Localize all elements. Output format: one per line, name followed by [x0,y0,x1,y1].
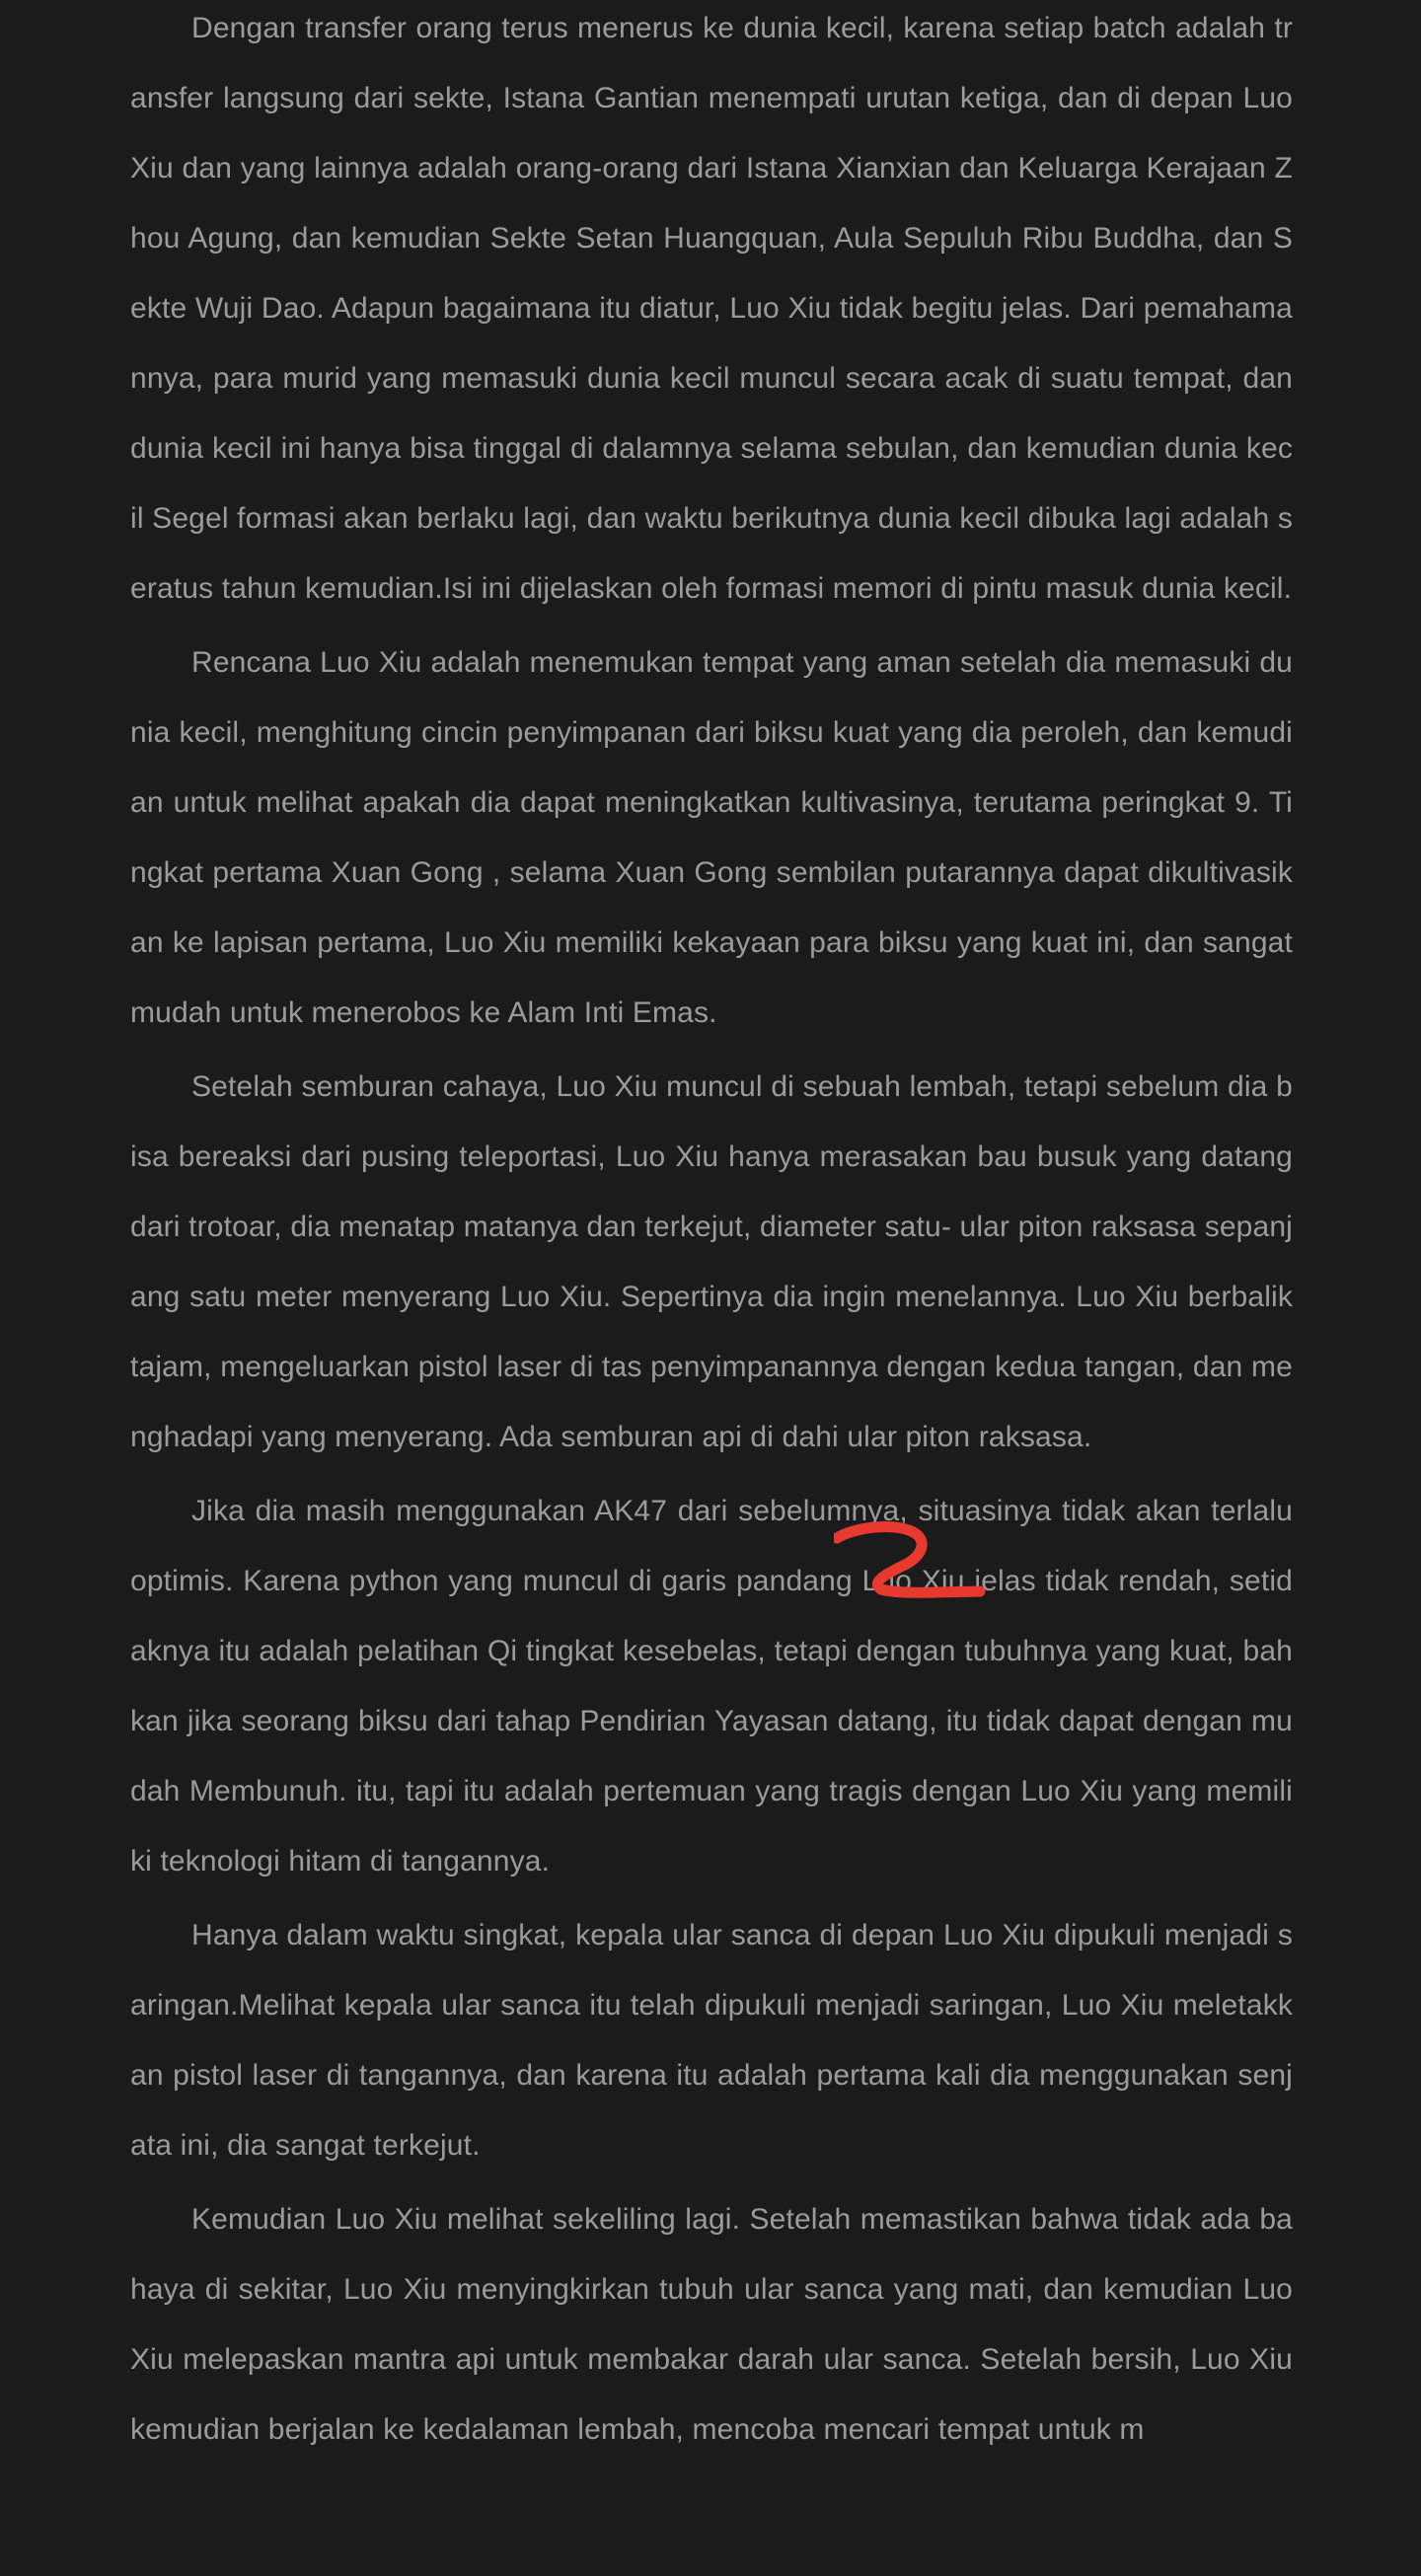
paragraph: Rencana Luo Xiu adalah menemukan tempat yang aman setelah dia memasuki dunia kecil, menghitung cincin penyimpanan dari biksu kuat yang dia peroleh, dan kemudian untuk melihat apakah dia dapat meningkatkan kultivasinya, terutama peringkat 9. Tingkat pertama Xuan Gong , selama Xuan Gong sembilan putarannya dapat dikultivasikan ke lapisan pertama, Luo Xiu memiliki kekayaan para biksu yang kuat ini, dan sangat mudah untuk menerobos ke Alam Inti Emas. [130,646,1293,1029]
paragraph: Kemudian Luo Xiu melihat sekeliling lagi. Setelah memastikan bahwa tidak ada bahaya di sekitar, Luo Xiu menyingkirkan tubuh ular sanca yang mati, dan kemudian Luo Xiu melepaskan mantra api untuk membakar darah ular sanca. Setelah bersih, Luo Xiu kemudian berjalan ke kedalaman lembah, mencoba mencari tempat untuk m [130,2203,1293,2446]
paragraph: Jika dia masih menggunakan AK47 dari sebelumnya, situasinya tidak akan terlalu optimis. Karena python yang muncul di garis pandang Luo Xiu jelas tidak rendah, setidaknya itu adalah pelatihan Qi tingkat kesebelas, tetapi dengan tubuhnya yang kuat, bahkan jika seorang biksu dari tahap Pendirian Yayasan datang, itu tidak dapat dengan mudah Membunuh. itu, tapi itu adalah pertemuan yang tragis dengan Luo Xiu yang memiliki teknologi hitam di tangannya. [130,1495,1293,1877]
paragraph: Setelah semburan cahaya, Luo Xiu muncul di sebuah lembah, tetapi sebelum dia bisa bereaksi dari pusing teleportasi, Luo Xiu hanya merasakan bau busuk yang datang dari trotoar, dia menatap matanya dan terkejut, diameter satu- ular piton raksasa sepanjang satu meter menyerang Luo Xiu. Sepertinya dia ingin menelannya. Luo Xiu berbalik tajam, mengeluarkan pistol laser di tas penyimpanannya dengan kedua tangan, dan menghadapi yang menyerang. Ada semburan api di dahi ular piton raksasa. [130,1070,1293,1453]
paragraph: Dengan transfer orang terus menerus ke dunia kecil, karena setiap batch adalah transfer langsung dari sekte, Istana Gantian menempati urutan ketiga, dan di depan Luo Xiu dan yang lainnya adalah orang-orang dari Istana Xianxian dan Keluarga Kerajaan Zhou Agung, dan kemudian Sekte Setan Huangquan, Aula Sepuluh Ribu Buddha, dan Sekte Wuji Dao. Adapun bagaimana itu diatur, Luo Xiu tidak begitu jelas. Dari pemahamannya, para murid yang memasuki dunia kecil muncul secara acak di suatu tempat, dan dunia kecil ini hanya bisa tinggal di dalamnya selama sebulan, dan kemudian dunia kecil Segel formasi akan berlaku lagi, dan waktu berikutnya dunia kecil dibuka lagi adalah seratus tahun kemudian.Isi ini dijelaskan oleh formasi memori di pintu masuk dunia kecil. [130,12,1293,605]
handwritten-2-annotation [834,1519,992,1598]
paragraph: Hanya dalam waktu singkat, kepala ular sanca di depan Luo Xiu dipukuli menjadi saringan.Melihat kepala ular sanca itu telah dipukuli menjadi saringan, Luo Xiu meletakkan pistol laser di tangannya, dan karena itu adalah pertama kali dia menggunakan senjata ini, dia sangat terkejut. [130,1919,1293,2162]
handwritten-stroke [837,1527,980,1593]
chapter-text [130,0,1293,2468]
